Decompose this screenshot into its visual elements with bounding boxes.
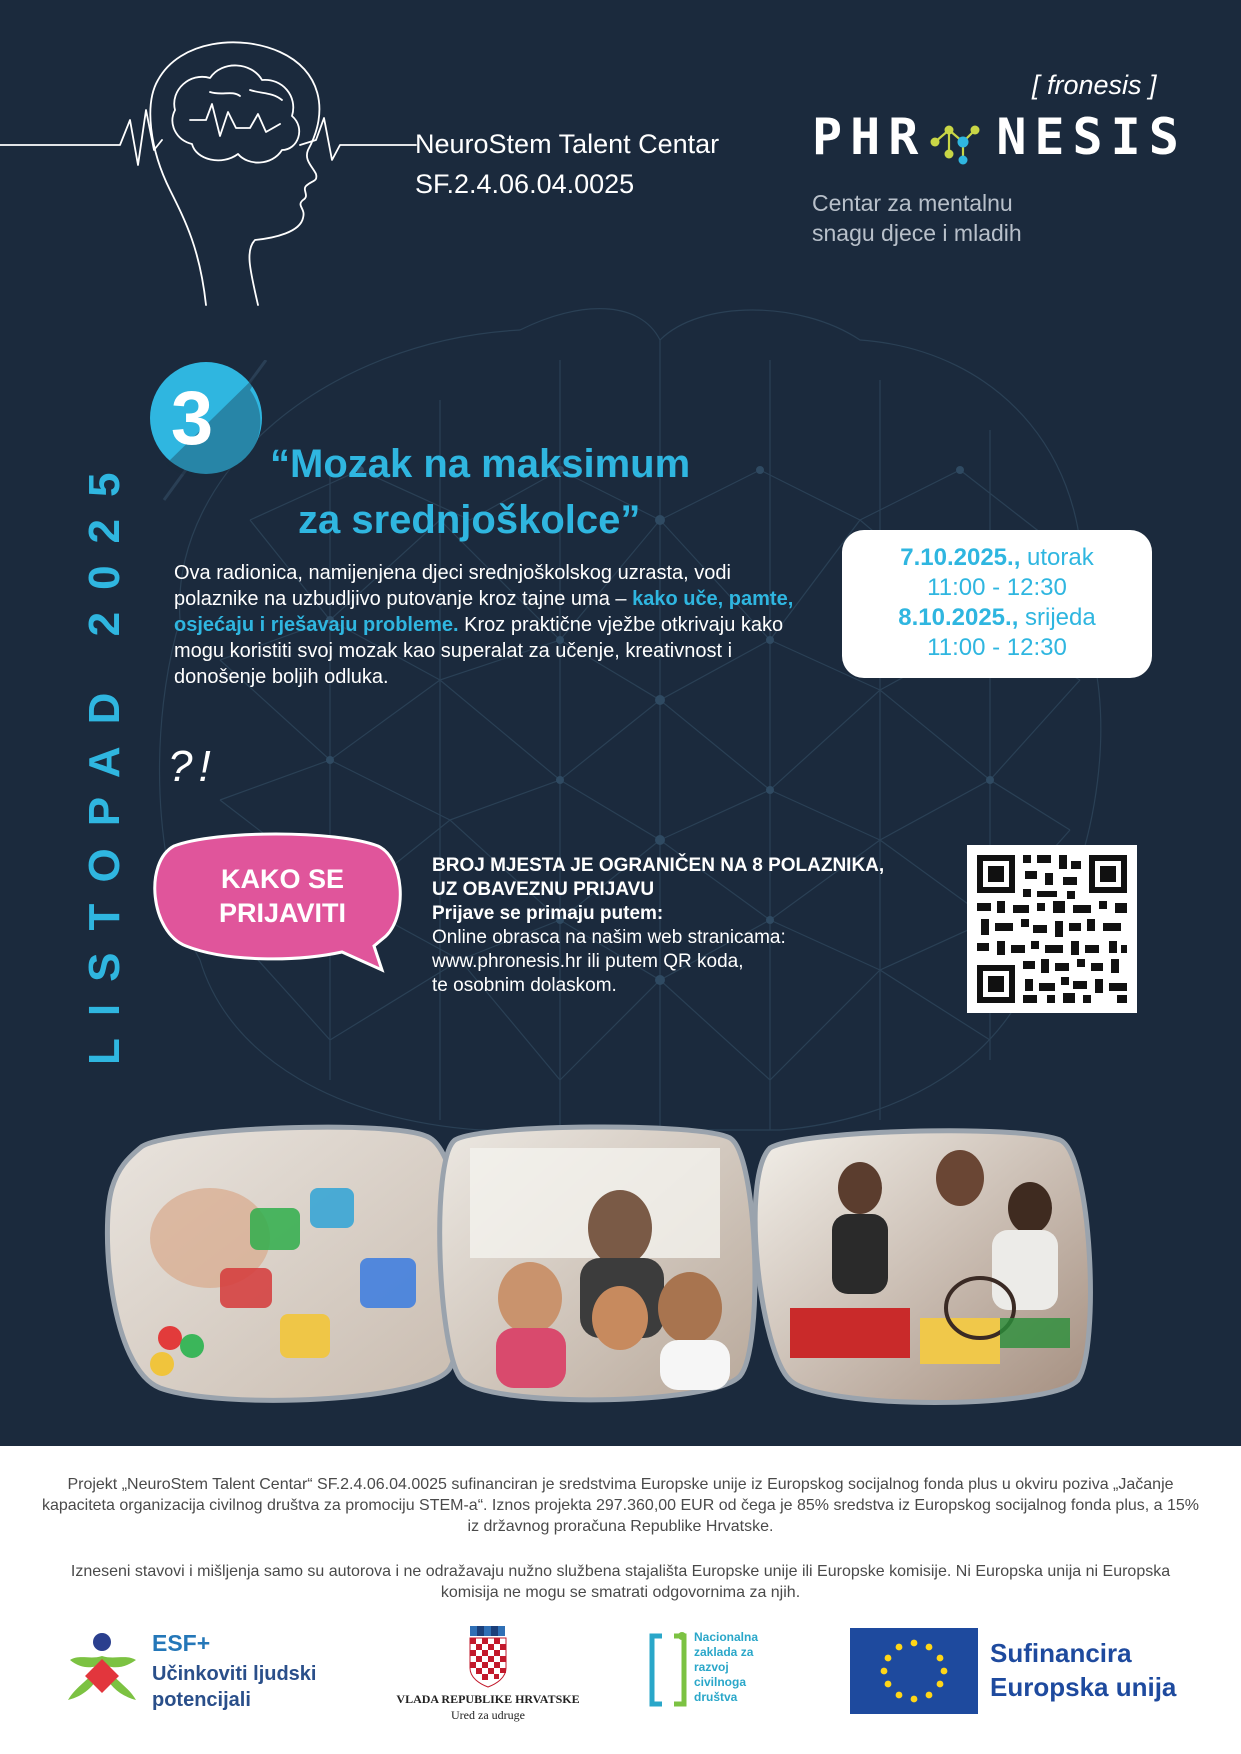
workshop-title-line2: za srednjoškolce” bbox=[298, 498, 641, 542]
date-line-1: 7.10.2025., utorak bbox=[900, 544, 1094, 571]
website-link[interactable]: www.phronesis.hr ili putem QR koda, bbox=[432, 951, 744, 972]
funding-statement: Projekt „NeuroStem Talent Centar“ SF.2.4.06.04.0025 sufinanciran je sredstvima Europske unije iz Europskog socijalnog fonda plus u okviru poziva „Jačanje kapaciteta organizacija civilnog društva za promociju STEM-a“. Iznos projekta 297.360,00 EUR od čega je 85% sredstva iz Europskog socijalnog fonda plus, a 15% iz državnog proračuna Republike Hrvatske. bbox=[41, 1476, 1200, 1535]
esf-subtitle: Učinkoviti ljudski potencijali bbox=[152, 1663, 317, 1711]
bracket-logo-icon bbox=[646, 1630, 690, 1710]
how-to-apply-label: KAKO SE PRIJAVITI bbox=[218, 864, 347, 928]
esf-flower-icon bbox=[60, 1630, 144, 1714]
workshop-title-line1: “Mozak na maksimum bbox=[270, 442, 691, 486]
logo-text-right: NESIS bbox=[996, 108, 1187, 166]
brain-head-outline-icon bbox=[0, 0, 420, 310]
phronesis-tagline: Centar za mentalnu snagu djece i mladih bbox=[812, 190, 1022, 246]
month-vertical-label: LISTOPAD 2025 bbox=[80, 450, 129, 1065]
question-exclamation-marks: ?! bbox=[168, 742, 217, 791]
eu-cofunded-label: Sufinancira Europska unija bbox=[990, 1638, 1177, 1702]
croatian-coat-of-arms-icon bbox=[466, 1626, 510, 1688]
number-circle-badge bbox=[146, 360, 276, 520]
time-line-2: 11:00 - 12:30 bbox=[927, 634, 1067, 661]
esf-title: ESF+ bbox=[152, 1630, 211, 1656]
date-line-2: 8.10.2025., srijeda bbox=[898, 604, 1096, 631]
phronesis-logo bbox=[812, 108, 1187, 166]
photo-1 bbox=[107, 1127, 463, 1400]
photo-3 bbox=[755, 1131, 1090, 1403]
workshop-photos bbox=[100, 1118, 1180, 1418]
time-line-1: 11:00 - 12:30 bbox=[927, 574, 1067, 601]
project-code: SF.2.4.06.04.0025 bbox=[415, 169, 635, 199]
vlada-name: VLADA REPUBLIKE HRVATSKE bbox=[396, 1692, 580, 1706]
disclaimer-statement: Izneseni stavovi i mišljenja samo su autorova i ne odražavaju nužno službena stajališta Europske unije ili Europske komisije. Ni Europska unija ni Europska komisija ne mogu se smatrati odgovornima za njih. bbox=[70, 1563, 1171, 1601]
eu-flag-icon bbox=[850, 1628, 978, 1714]
nz-name: Nacionalna zaklada za razvoj civilnoga društva bbox=[694, 1630, 759, 1704]
workshop-description: Ova radionica, namijenjena djeci srednjoškolskog uzrasta, vodi polaznike na uzbudljivo putovanje kroz tajne uma – kako uče, pamte, osjećaju i rješavaju probleme. Kroz praktične vježbe otkrivaju kako mogu koristiti svoj mozak kao superalat za učenje, kreativnost i donošenje boljih odluka. bbox=[174, 562, 794, 688]
workshop-title bbox=[270, 436, 690, 548]
qr-code-icon[interactable] bbox=[967, 845, 1137, 1013]
photo-2 bbox=[440, 1127, 755, 1400]
vlada-office: Ured za udruge bbox=[451, 1708, 525, 1722]
workshop-number: 3 bbox=[170, 376, 214, 461]
project-name: NeuroStem Talent Centar bbox=[415, 129, 720, 159]
dates-box bbox=[842, 530, 1152, 678]
registration-info: BROJ MJESTA JE OGRANIČEN NA 8 POLAZNIKA, UZ OBAVEZNU PRIJAVU Prijave se primaju putem: Online obrasca na našim web stranicama: www.phronesis.hr ili putem QR koda, te osobnim dolaskom. bbox=[432, 855, 885, 996]
molecule-icon bbox=[925, 114, 985, 170]
logo-text-left: PHR bbox=[812, 108, 927, 166]
project-brand bbox=[415, 124, 719, 204]
pronunciation-label: [ fronesis ] bbox=[1032, 70, 1157, 100]
